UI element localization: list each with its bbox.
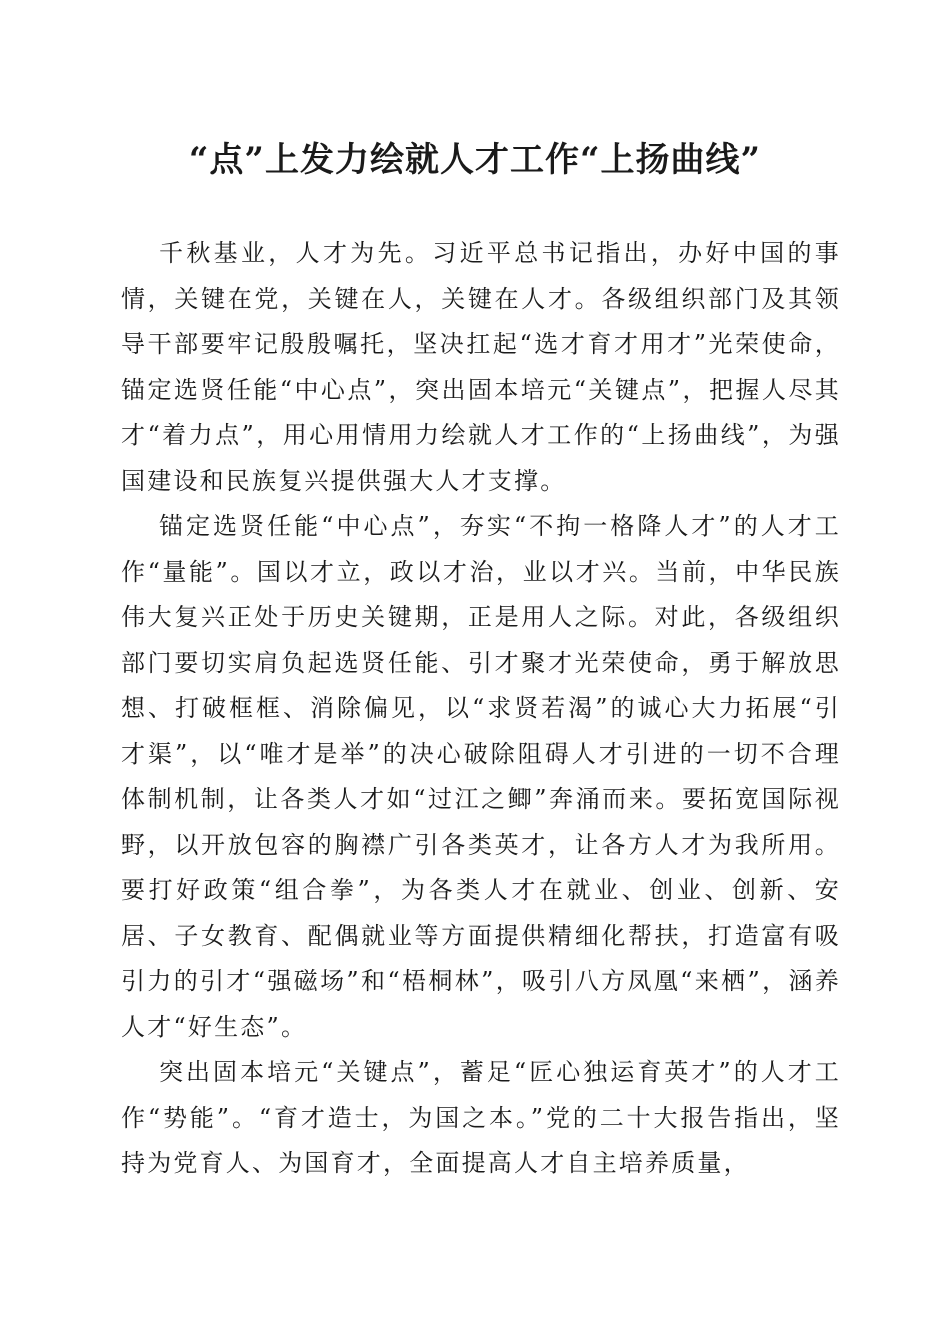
paragraph-intro: 千秋基业，人才为先。习近平总书记指出，办好中国的事情，关键在党，关键在人，关键在人才。各级组织部门及其领导干部要牢记殷殷嘱托，坚决扛起“选才育才用才”光荣使命，锚定选贤任能“中心点”，突出固本培元“关键点”，把握人尽其才“着力点”，用心用情用力绘就人才工作的“上扬曲线”，为强国建设和民族复兴提供强大人才支撑。 [121, 239, 841, 495]
document-title: “点”上发力绘就人才工作“上扬曲线” [188, 140, 762, 180]
document-body [121, 231, 841, 1187]
paragraph-center-point: 锚定选贤任能“中心点”，夯实“不拘一格降人才”的人才工作“量能”。国以才立，政以才治，业以才兴。当前，中华民族伟大复兴正处于历史关键期，正是用人之际。对此，各级组织部门要切实肩负起选贤任能、引才聚才光荣使命，勇于解放思想、打破框框、消除偏见，以“求贤若渴”的诚心大力拓展“引才渠”，以“唯才是举”的决心破除阻碍人才引进的一切不合理体制机制，让各类人才如“过江之鲫”奔涌而来。要拓宽国际视野，以开放包容的胸襟广引各类英才，让各方人才为我所用。要打好政策“组合拳”，为各类人才在就业、创业、创新、安居、子女教育、配偶就业等方面提供精细化帮扶，打造富有吸引力的引才“强磁场”和“梧桐林”，吸引八方凤凰“来栖”，涵养人才“好生态”。 [121, 512, 841, 1041]
paragraph-key-point: 突出固本培元“关键点”，蓄足“匠心独运育英才”的人才工作“势能”。“育才造士，为国之本。”党的二十大报告指出，坚持为党育人、为国育才，全面提高人才自主培养质量， [121, 1058, 841, 1177]
